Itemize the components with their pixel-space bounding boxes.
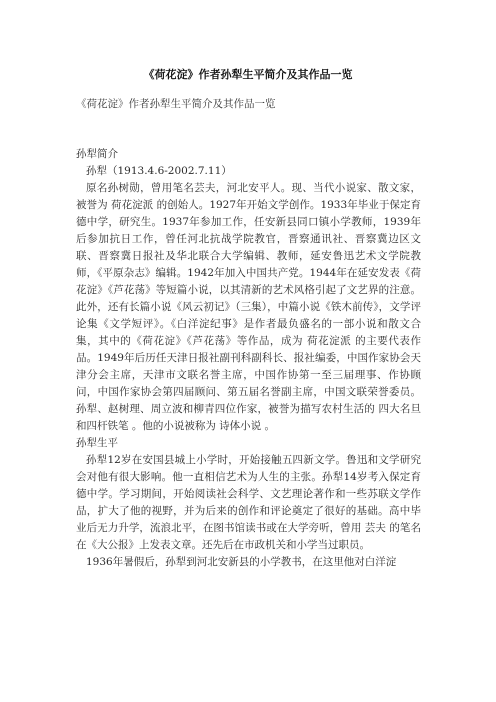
document-subtitle: 《荷花淀》作者孙犁生平简介及其作品一览 xyxy=(76,98,276,110)
intro-paragraph: 原名孙树勋，曾用笔名芸夫，河北安平人。现、当代小说家、散文家，被誉为 荷花淀派 的创始人。1927年开始文学创作。1933年毕业于保定育德中学，研究生。1937年参加工作，任安新县同口镇小学教师，1939年后参加抗日工作，曾任河北抗战学院教官，晋察通讯社、晋察冀边区文联、晋察冀日报社及华北联合大学编辑、教师，延安鲁迅艺术文学院教师，《平原杂志》编辑。1942年加入中国共产党。1944年在延安发表《荷花淀》《芦花荡》等短篇小说，以其清新的艺术风格引起了文艺界的注意。此外，还有长篇小说《风云初记》（三集），中篇小说《铁木前传》，文学评论集《文学短评》。《白洋淀纪事》是作者最负盛名的一部小说和散文合集，其中的《荷花淀》《芦花荡》等作品，成为 荷花淀派 的主要代表作品。1949年后历任天津日报社副刊科副科长、报社编委，中国作家协会天津分会主席，天津市文联名誉主席，中国作协第一至三届理事、作协顾问，中国作家协会第四届顾问、第五届名誉副主席，中国文联荣誉委员。孙犁、赵树理、周立波和柳青四位作家，被誉为描写农村生活的 四大名旦 和四杆铁笔 。他的小说被称为 诗体小说 。 xyxy=(76,182,421,432)
section-heading-life: 孙犁生平 xyxy=(76,437,118,449)
birth-line: 孙犁（1913.4.6-2002.7.11） xyxy=(86,165,232,177)
life-paragraph-1: 孙犁12岁在安国县城上小学时，开始接触五四新文学。鲁迅和文学研究会对他有很大影响。他一直相信艺术为人生的主张。孙犁14岁考入保定育德中学。学习期间，开始阅读社会科学、文艺理论著作和一些苏联文学作品，扩大了他的视野，并为后来的创作和评论奠定了很好的基础。高中毕业后无力升学，流浪北平，在图书馆读书或在大学旁听，曾用 芸夫 的笔名在《大公报》上发表文章。还先后在市政机关和小学当过职员。 xyxy=(76,454,421,551)
life-paragraph-2: 1936年暑假后，孙犁到河北安新县的小学教书，在这里他对白洋淀 xyxy=(86,556,397,568)
document-body xyxy=(76,146,421,571)
section-heading-intro: 孙犁简介 xyxy=(76,148,118,160)
document-title: 《荷花淀》作者孙犁生平简介及其作品一览 xyxy=(143,68,353,81)
